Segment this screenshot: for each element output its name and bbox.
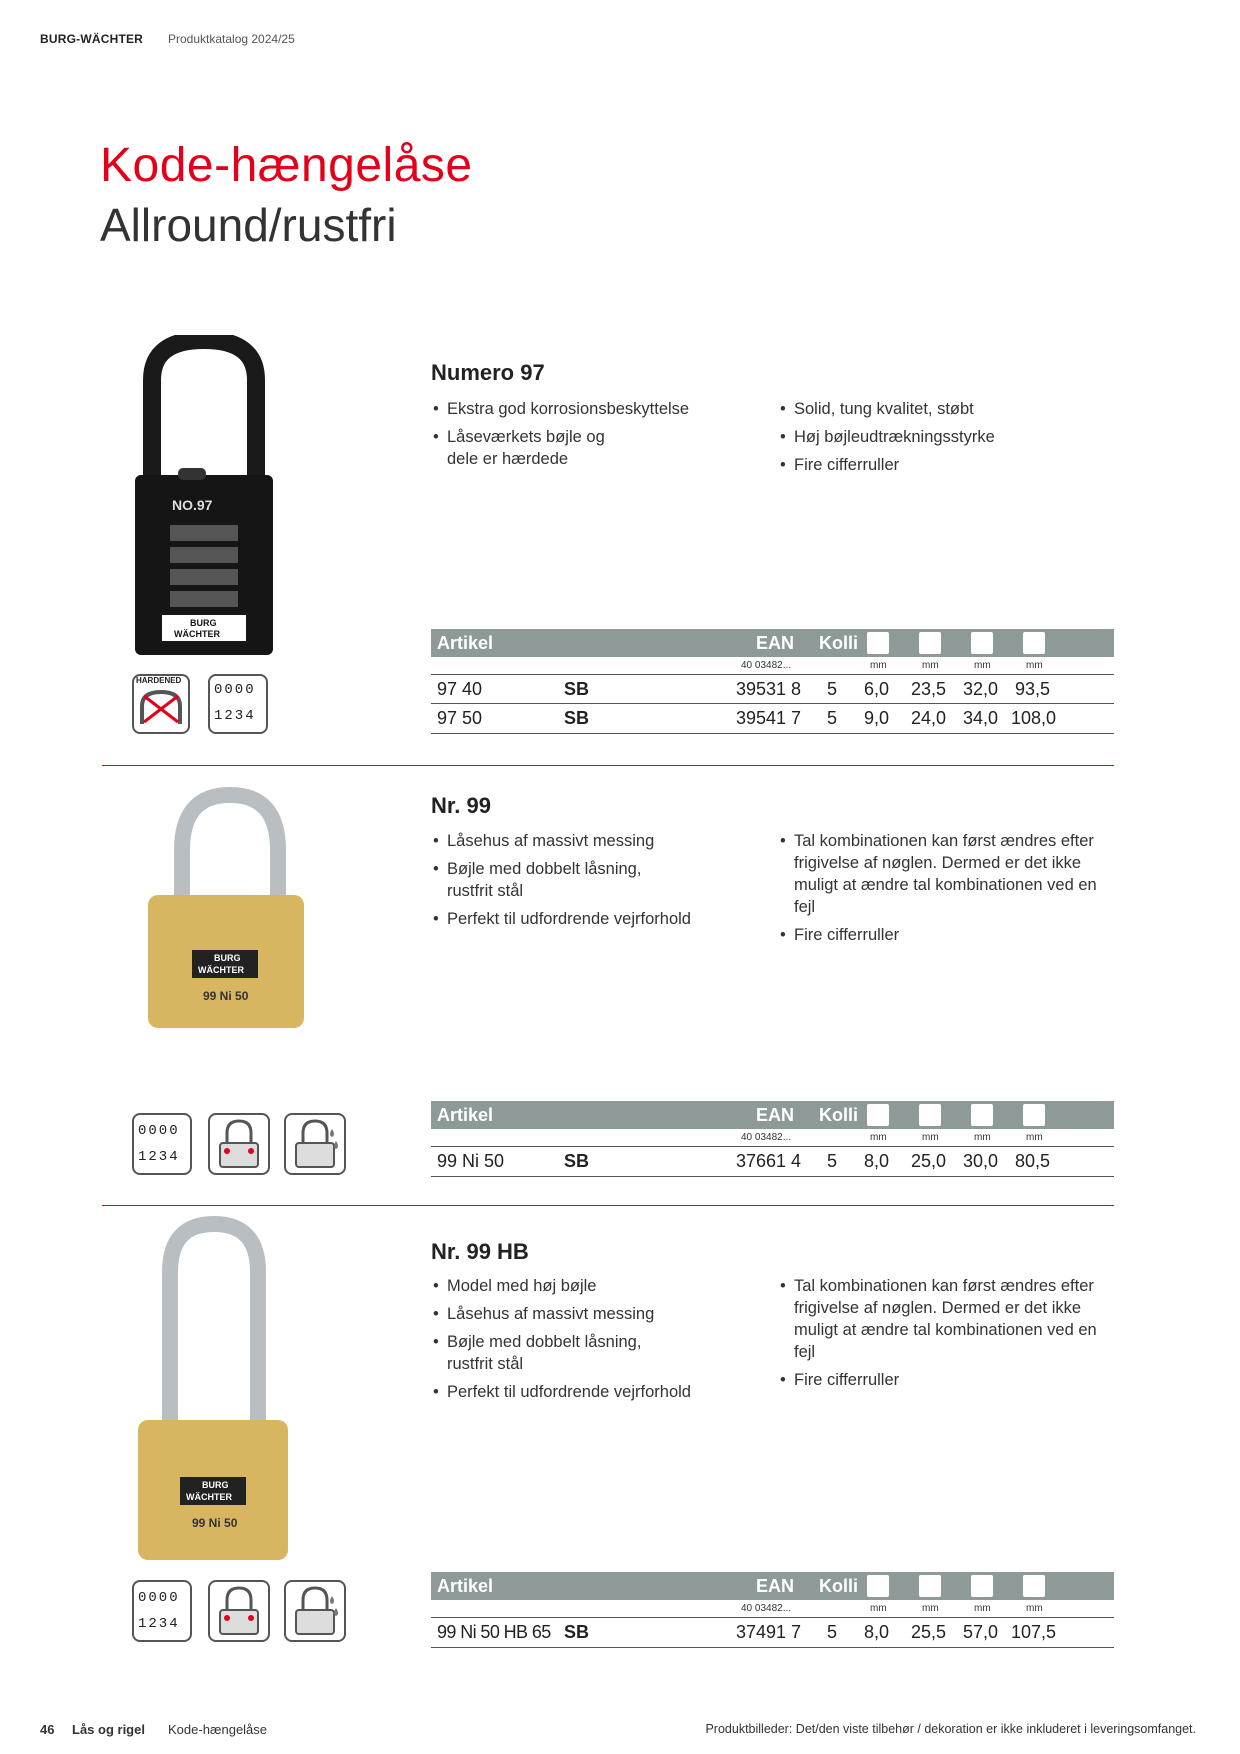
code-wheels-icon [208,674,268,734]
shackle-height-icon [971,1104,993,1126]
svg-text:WÄCHTER: WÄCHTER [186,1492,232,1502]
code-bottom: 1234 [214,708,256,724]
shackle-height-icon [971,632,993,654]
feature-item: • Låsehus af massivt messing [431,830,751,852]
shackle-width-icon [919,1104,941,1126]
unit-mm: mm [1026,660,1043,671]
ean-prefix: 40 03482... [741,1132,792,1143]
feature-item: • Solid, tung kvalitet, støbt [778,398,1118,420]
feature-item: • Model med høj bøjle [431,1275,751,1297]
weather-resistant-icon [284,1580,346,1642]
code-top: 0000 [138,1123,180,1139]
double-locking-icon [208,1113,270,1175]
col-artikel: Artikel [437,1576,494,1596]
unit-mm: mm [974,1603,991,1614]
feature-list-left [431,1275,751,1409]
col-ean: EAN [756,633,795,653]
feature-item: • Høj bøjleudtrækningsstyrke [778,426,1118,448]
feature-list-left [431,830,751,936]
numero-97-image [130,335,280,665]
double-locking-icon [208,1580,270,1642]
unit-mm: mm [974,1132,991,1143]
product-name-nr-99-hb: Nr. 99 HB [431,1239,529,1264]
feature-item: • Fire cifferruller [778,1369,1118,1391]
nr-99-hb-image [130,1212,310,1567]
ean-prefix: 40 03482... [741,660,792,671]
code-bottom: 1234 [138,1616,180,1632]
spec-table-header [431,1572,1114,1600]
col-artikel: Artikel [437,1105,494,1125]
unit-mm: mm [870,1603,887,1614]
catalog-name: Produktkatalog 2024/25 [168,32,295,46]
product-name-nr-99: Nr. 99 [431,793,491,818]
shackle-height-icon [971,1575,993,1597]
footer-section: Lås og rigel [72,1722,145,1737]
shackle-width-icon [919,632,941,654]
body-height-icon [1023,1575,1045,1597]
shackle-width-icon [919,1575,941,1597]
svg-text:BURG: BURG [202,1480,229,1490]
col-ean: EAN [756,1576,795,1596]
hardened-shackle-icon [132,674,190,734]
unit-mm: mm [974,660,991,671]
feature-item: • Låseværkets bøjle og dele er hærdede [431,426,637,470]
page-title: Kode-hængelåse [100,139,473,192]
shackle-diameter-icon [867,1575,889,1597]
col-artikel: Artikel [437,633,494,653]
feature-item: • Perfekt til udfordrende vejrforhold [431,908,751,930]
section-divider [102,765,1114,766]
footer-subsection: Kode-hængelåse [168,1722,268,1737]
shackle-diameter-icon [867,632,889,654]
unit-mm: mm [922,1603,939,1614]
footer-note: Produktbilleder: Det/den viste tilbehør / dekoration er ikke inkluderet i leveringsomfanget. [705,1722,1196,1736]
unit-mm: mm [922,1132,939,1143]
feature-item: • Bøjle med dobbelt låsning, rustfrit stål [431,858,677,902]
code-wheels-icon [132,1113,192,1175]
col-kolli: Kolli [819,633,858,653]
svg-text:BURG: BURG [214,953,241,963]
svg-text:99 Ni 50: 99 Ni 50 [192,1516,238,1530]
code-top: 0000 [214,682,256,698]
image-label-model: NO.97 [172,497,213,513]
shackle-diameter-icon [867,1104,889,1126]
body-height-icon [1023,1104,1045,1126]
spec-table-header [431,1101,1114,1129]
feature-item: • Fire cifferruller [778,924,1118,946]
feature-item: • Låsehus af massivt messing [431,1303,751,1325]
hardened-label: HARDENED [136,676,182,685]
svg-text:99 Ni 50: 99 Ni 50 [203,989,249,1003]
body-height-icon [1023,632,1045,654]
unit-mm: mm [870,660,887,671]
brand-name: BURG-WÄCHTER [40,32,144,46]
feature-list-right [778,830,1118,952]
section-divider [102,1205,1114,1206]
unit-mm: mm [922,660,939,671]
nr-99-image [140,775,310,1035]
image-label-brand2: WÄCHTER [174,629,220,639]
col-ean: EAN [756,1105,795,1125]
image-label-brand: BURG [190,618,217,628]
feature-item: • Bøjle med dobbelt låsning, rustfrit stål [431,1331,677,1375]
spec-table-header [431,629,1114,657]
feature-list-right [778,1275,1118,1397]
unit-mm: mm [1026,1132,1043,1143]
unit-mm: mm [870,1132,887,1143]
feature-item: • Ekstra god korrosionsbeskyttelse [431,398,731,420]
feature-item: • Tal kombinationen kan først ændres efter frigivelse af nøglen. Dermed er det ikke muligt at ændre tal kombinationen ved en fejl [778,1275,1118,1363]
feature-list-left [431,398,731,476]
code-wheels-icon [132,1580,192,1642]
ean-prefix: 40 03482... [741,1603,792,1614]
feature-item: • Perfekt til udfordrende vejrforhold [431,1381,751,1403]
weather-resistant-icon [284,1113,346,1175]
page-number: 46 [40,1722,55,1737]
feature-item: • Tal kombinationen kan først ændres efter frigivelse af nøglen. Dermed er det ikke muligt at ændre tal kombinationen ved en fejl [778,830,1118,918]
code-top: 0000 [138,1590,180,1606]
col-kolli: Kolli [819,1105,858,1125]
code-bottom: 1234 [138,1149,180,1165]
col-kolli: Kolli [819,1576,858,1596]
unit-mm: mm [1026,1603,1043,1614]
product-name-numero-97: Numero 97 [431,360,545,385]
svg-text:WÄCHTER: WÄCHTER [198,965,244,975]
feature-item: • Fire cifferruller [778,454,1118,476]
page-subtitle: Allround/rustfri [100,199,397,251]
feature-list-right [778,398,1118,482]
